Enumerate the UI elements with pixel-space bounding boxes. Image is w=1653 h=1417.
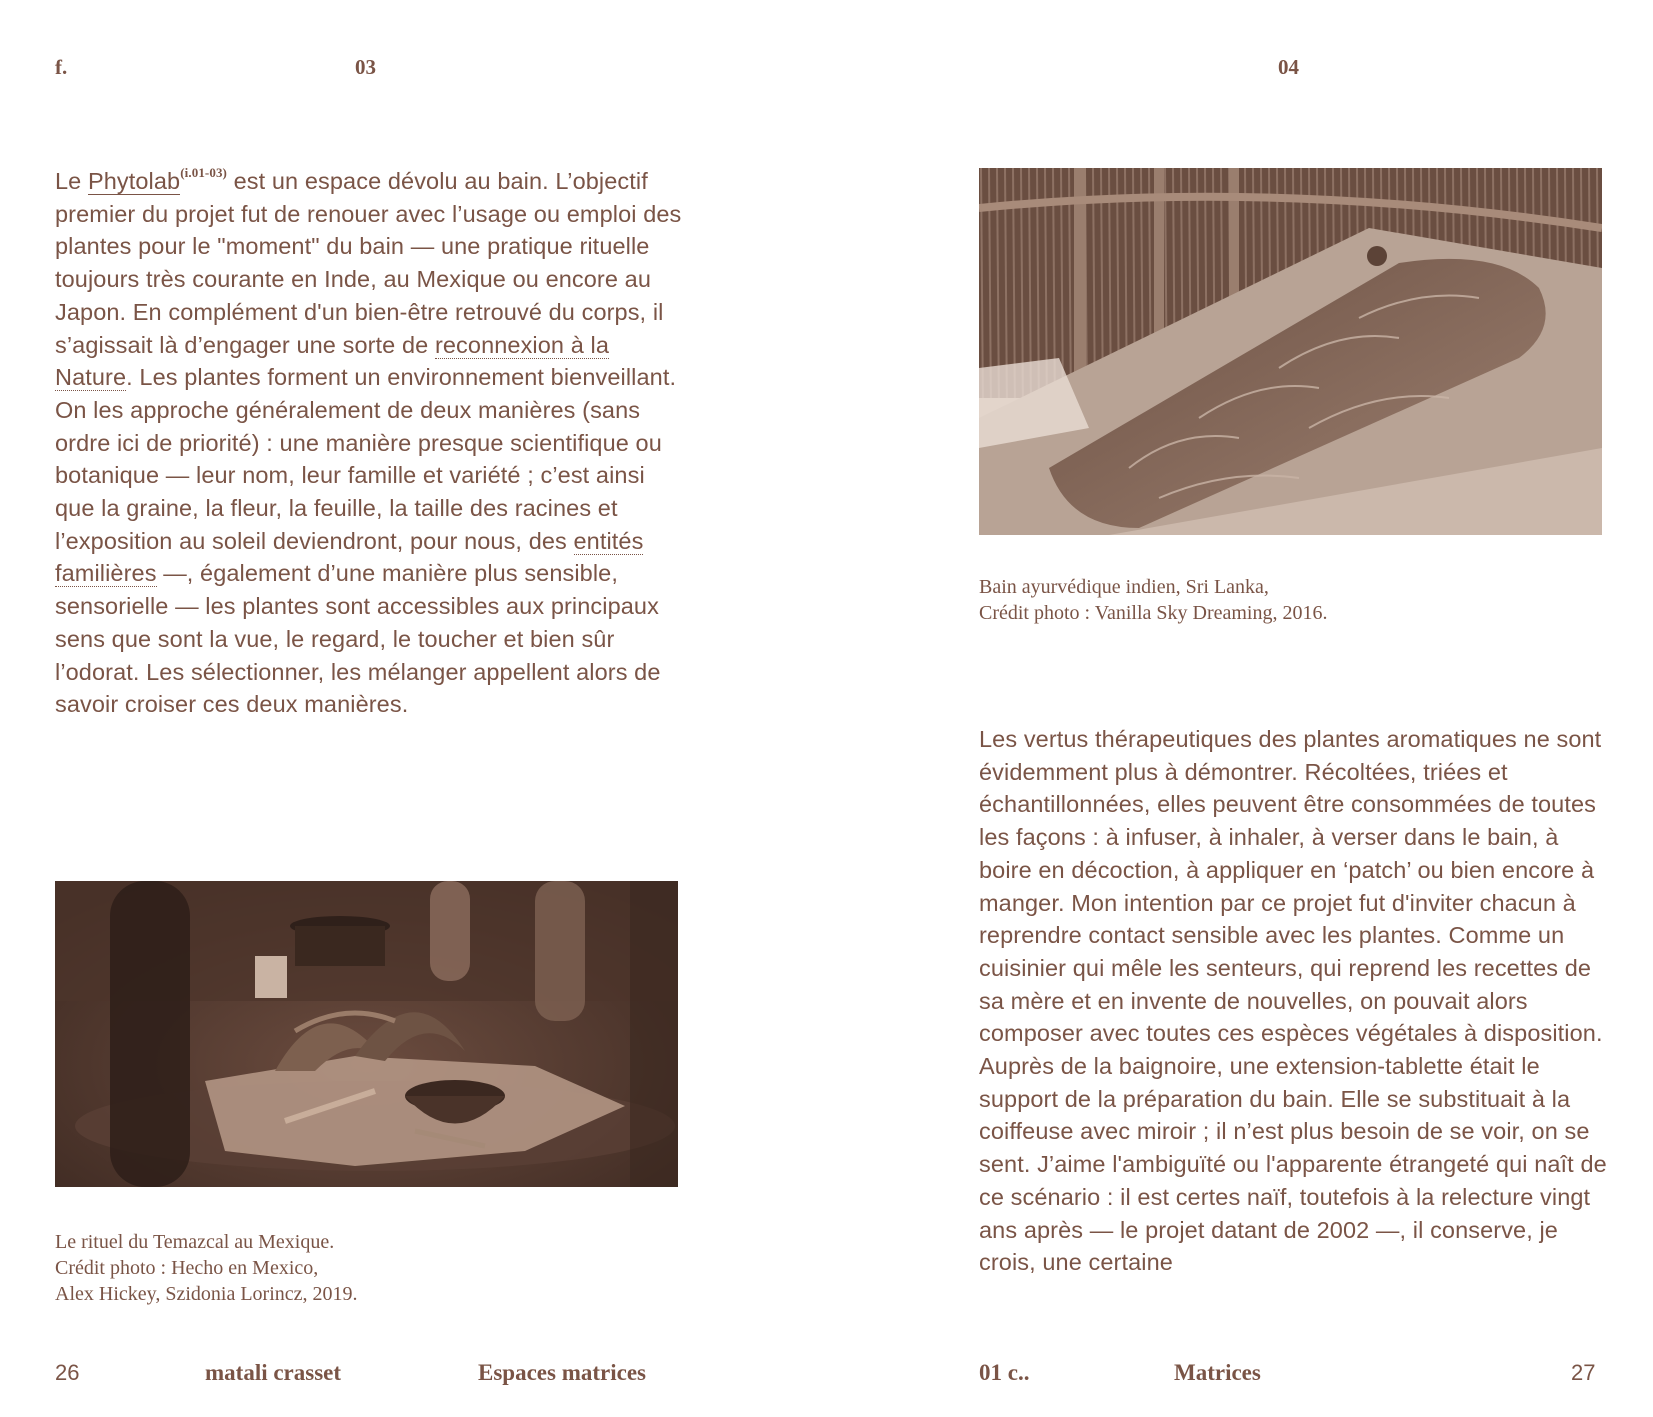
footer-book-title: Espaces matrices [478, 1360, 646, 1385]
caption-line: Crédit photo : Hecho en Mexico, [55, 1257, 319, 1279]
text-run: . Les plantes forment un environnement bienveillant. On les approche généralement de deux manières (sans ordre ici de priorité) : une manière presque scientifique ou botanique — leur nom, leur famille et variété ; c’est ainsi que la graine, la fleur, la feuille, la taille des racines et l’exposition au soleil deviendront, pour nous, des [55, 364, 677, 554]
text-run: Le [55, 168, 88, 194]
right-page-number: 27 [1571, 1360, 1596, 1385]
left-page-number: 26 [55, 1360, 80, 1385]
text-run: est un espace dévolu au bain. L’objectif premier du projet fut de renouer avec l’usage ou emploi des plantes pour le "moment" du bain — une pratique rituelle toujours très courante en Inde, au Mexique ou encore au Japon. En complément d'un bien-être retrouvé du corps, il s’agissait là d’engager une sorte de [55, 168, 682, 358]
left-body-paragraph [55, 165, 683, 721]
temazcal-ritual-photo [55, 881, 678, 1187]
footer-section: 01 c.. [979, 1360, 1030, 1385]
caption-line: Le rituel du Temazcal au Mexique. [55, 1231, 335, 1253]
right-photo-caption [979, 574, 1579, 626]
footer-author: matali crasset [205, 1360, 342, 1385]
text-run: —, également d’une manière plus sensible, sensorielle — les plantes sont accessibles aux principaux sens que sont la vue, le regard, le toucher et bien sûr l’odorat. Les sélectionner, les mélanger appellent alors de savoir croiser ces deux manières. [55, 560, 661, 718]
left-page-header-number: 03 [355, 55, 376, 79]
footer-chapter-title: Matrices [1174, 1360, 1261, 1385]
caption-line: Crédit photo : Vanilla Sky Dreaming, 2016. [979, 602, 1328, 624]
left-photo-caption [55, 1229, 655, 1307]
caption-line: Bain ayurvédique indien, Sri Lanka, [979, 576, 1269, 598]
right-paragraph-text: Les vertus thérapeutiques des plantes aromatiques ne sont évidemment plus à démontrer. Récoltées, triées et échantillonnées, elles peuvent être consommées de toutes les façons : à infuser, à inhaler, à verser dans le bain, à boire en décoction, à appliquer en ‘patch’ ou bien encore à manger. Mon intention par ce projet fut d'inviter chacun à reprendre contact sensible avec les plantes. Comme un cuisinier qui mêle les senteurs, qui reprend les recettes de sa mère et en invente de nouvelles, on pouvait alors composer avec toutes ces espèces végétales à disposition. Auprès de la baignoire, une extension-tablette était le support de la préparation du bain. Elle se substituait à la coiffeuse avec miroir ; il n’est plus besoin de se voir, on se sent. J’aime l'ambiguïté ou l'apparente étrangeté qui naît de ce scénario : il est certes naïf, toutefois à la relecture vingt ans après — le projet datant de 2002 —, il conserve, je crois, une certaine [979, 726, 1607, 1276]
ayurvedic-bath-photo [979, 168, 1602, 535]
right-page-header-number: 04 [1278, 55, 1299, 79]
right-body-paragraph [979, 723, 1607, 1320]
caption-line: Alex Hickey, Szidonia Lorincz, 2019. [55, 1283, 358, 1305]
nature-link[interactable]: reconnexion à la Nature [55, 331, 610, 391]
figure-reference: (i.01-03) [180, 165, 227, 180]
entites-link[interactable]: entités familières [55, 527, 644, 587]
phytolab-link[interactable]: Phytolab [87, 168, 181, 194]
chapter-marker: f. [55, 55, 68, 79]
